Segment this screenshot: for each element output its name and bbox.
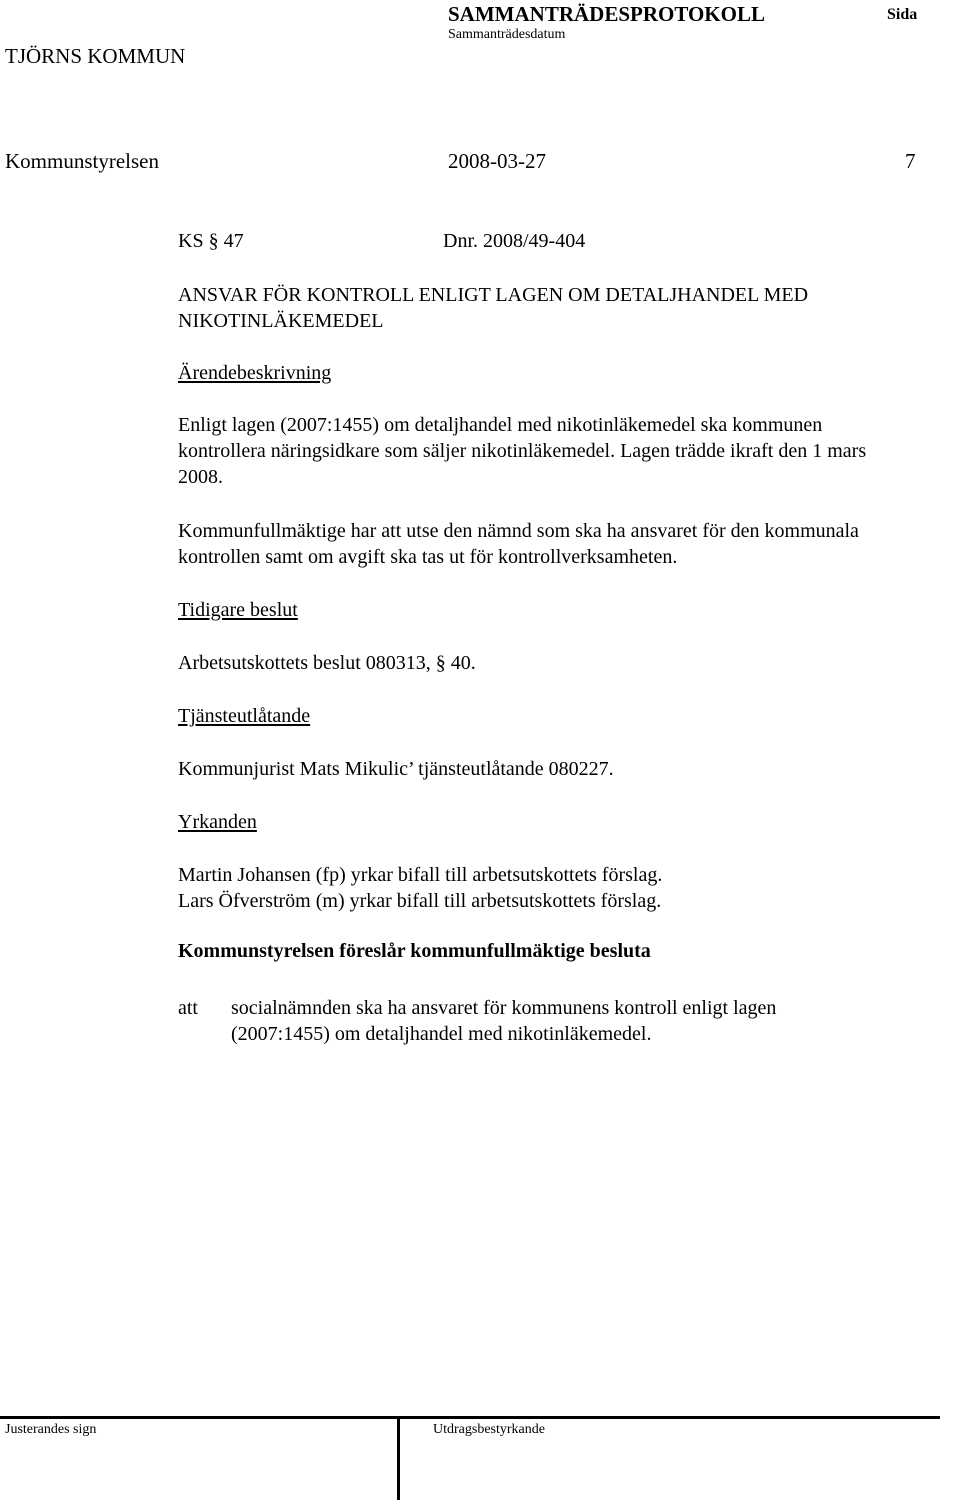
signature-label: Justerandes sign xyxy=(5,1422,97,1437)
diary-number: Dnr. 2008/49-404 xyxy=(443,230,586,252)
text-line: Kommunfullmäktige har att utse den nämnd som ska ha ansvaret för den kommunala xyxy=(178,520,859,542)
official-statement-heading: Tjänsteutlåtande xyxy=(178,705,311,727)
meeting-date: 2008-03-27 xyxy=(448,149,546,173)
footer-rule xyxy=(0,1416,940,1419)
previous-decision-text: Arbetsutskottets beslut 080313, § 40. xyxy=(178,652,476,674)
organization-name: TJÖRNS KOMMUN xyxy=(5,44,186,68)
text-line: (2007:1455) om detaljhandel med nikotinläkemedel. xyxy=(231,1023,652,1045)
motion-item: Lars Öfverström (m) yrkar bifall till arbetsutskottets förslag. xyxy=(178,890,662,912)
motions-list xyxy=(178,862,662,914)
att-marker: att xyxy=(178,997,198,1019)
text-line: 2008. xyxy=(178,466,223,488)
proposal-heading: Kommunstyrelsen föreslår kommunfullmäktige besluta xyxy=(178,940,651,962)
extract-certification-label: Utdragsbestyrkande xyxy=(433,1422,545,1437)
text-line: Enligt lagen (2007:1455) om detaljhandel med nikotinläkemedel ska kommunen xyxy=(178,414,823,436)
text-line: kontrollera näringsidkare som säljer nikotinläkemedel. Lagen trädde ikraft den 1 mars xyxy=(178,440,867,462)
committee-name: Kommunstyrelsen xyxy=(5,149,159,173)
motions-heading: Yrkanden xyxy=(178,811,257,833)
item-title: ANSVAR FÖR KONTROLL ENLIGT LAGEN OM DETALJHANDEL MED NIKOTINLÄKEMEDEL xyxy=(178,284,809,332)
decision-text xyxy=(231,995,776,1047)
page-label: Sida xyxy=(887,6,918,23)
description-paragraph-2 xyxy=(178,518,859,570)
meeting-date-label: Sammanträdesdatum xyxy=(448,27,566,42)
page-number: 7 xyxy=(905,149,916,173)
text-line: socialnämnden ska ha ansvaret för kommunens kontroll enligt lagen xyxy=(231,997,777,1019)
protocol-title: SAMMANTRÄDESPROTOKOLL xyxy=(448,2,765,26)
previous-decision-heading: Tidigare beslut xyxy=(178,599,298,621)
paragraph-reference: KS § 47 xyxy=(178,230,244,252)
description-heading: Ärendebeskrivning xyxy=(178,362,332,384)
description-paragraph-1 xyxy=(178,412,866,490)
text-line: kontrollen samt om avgift ska tas ut för kontrollverksamheten. xyxy=(178,546,678,568)
official-statement-text: Kommunjurist Mats Mikulic’ tjänsteutlåtande 080227. xyxy=(178,758,614,780)
motion-item: Martin Johansen (fp) yrkar bifall till arbetsutskottets förslag. xyxy=(178,864,663,886)
footer-divider xyxy=(397,1416,400,1500)
